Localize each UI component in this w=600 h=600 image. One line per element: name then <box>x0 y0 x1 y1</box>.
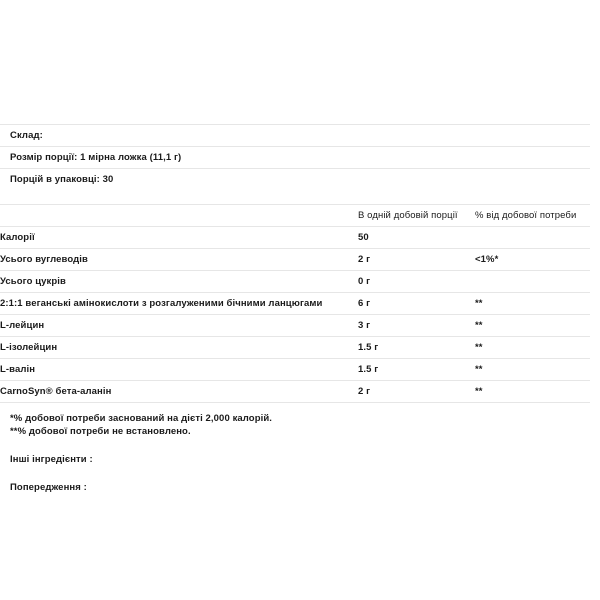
ingredients-heading: Склад: <box>10 129 43 141</box>
footnote-daily-value-basis: *% добової потреби заснований на дієті 2,000 калорій. <box>10 413 273 424</box>
footnote-daily-value-not-established: **% добової потреби не встановлено. <box>10 426 191 437</box>
servings-per-container-text: Порцій в упаковці: 30 <box>10 173 114 185</box>
table-row <box>0 249 590 271</box>
column-header-nutrient <box>0 205 358 227</box>
nutrient-daily-value: <1%* <box>475 249 590 271</box>
other-ingredients-label: Інші інгредієнти : <box>10 454 93 465</box>
supplement-facts-panel <box>0 124 590 492</box>
nutrient-daily-value: ** <box>475 337 590 359</box>
warning-label: Попередження : <box>10 481 87 493</box>
nutrient-amount: 3 г <box>358 315 475 337</box>
table-row <box>0 271 590 293</box>
trailing-labels <box>0 455 590 492</box>
nutrient-name: Усього цукрів <box>0 271 358 293</box>
nutrient-amount: 2 г <box>358 381 475 403</box>
ingredients-heading-row <box>0 124 590 146</box>
table-row <box>0 337 590 359</box>
nutrient-name: L-валін <box>0 359 358 381</box>
nutrient-amount: 1.5 г <box>358 337 475 359</box>
serving-size-text: Розмір порції: 1 мірна ложка (11,1 г) <box>10 151 182 163</box>
nutrient-daily-value: ** <box>475 293 590 315</box>
nutrient-amount: 2 г <box>358 249 475 271</box>
footnotes <box>0 412 590 438</box>
nutrient-daily-value <box>475 227 590 249</box>
table-header-row <box>0 205 590 227</box>
nutrient-name: Калорії <box>0 227 358 249</box>
nutrient-daily-value <box>475 271 590 293</box>
table-row <box>0 359 590 381</box>
serving-size-row <box>0 146 590 168</box>
nutrient-amount: 6 г <box>358 293 475 315</box>
table-header <box>0 205 590 227</box>
nutrient-name: 2:1:1 веганські амінокислоти з розгалуженими бічними ланцюгами <box>0 293 358 315</box>
table-row <box>0 381 590 403</box>
nutrient-name: CarnoSyn® бета-аланін <box>0 381 358 403</box>
nutrient-name: L-ізолейцин <box>0 337 358 359</box>
nutrient-amount: 1.5 г <box>358 359 475 381</box>
nutrient-name: L-лейцин <box>0 315 358 337</box>
nutrient-amount: 50 <box>358 227 475 249</box>
table-row <box>0 293 590 315</box>
nutrient-daily-value: ** <box>475 315 590 337</box>
servings-per-container-row <box>0 168 590 190</box>
nutrient-daily-value: ** <box>475 381 590 403</box>
table-body <box>0 227 590 403</box>
table-row <box>0 227 590 249</box>
nutrient-name: Усього вуглеводів <box>0 249 358 271</box>
table-row <box>0 315 590 337</box>
column-header-amount-per-serving: В одній добовій порції <box>358 205 475 227</box>
nutrition-facts-table <box>0 204 590 403</box>
nutrient-amount: 0 г <box>358 271 475 293</box>
column-header-percent-daily-value: % від добової потреби <box>475 205 590 227</box>
nutrient-daily-value: ** <box>475 359 590 381</box>
